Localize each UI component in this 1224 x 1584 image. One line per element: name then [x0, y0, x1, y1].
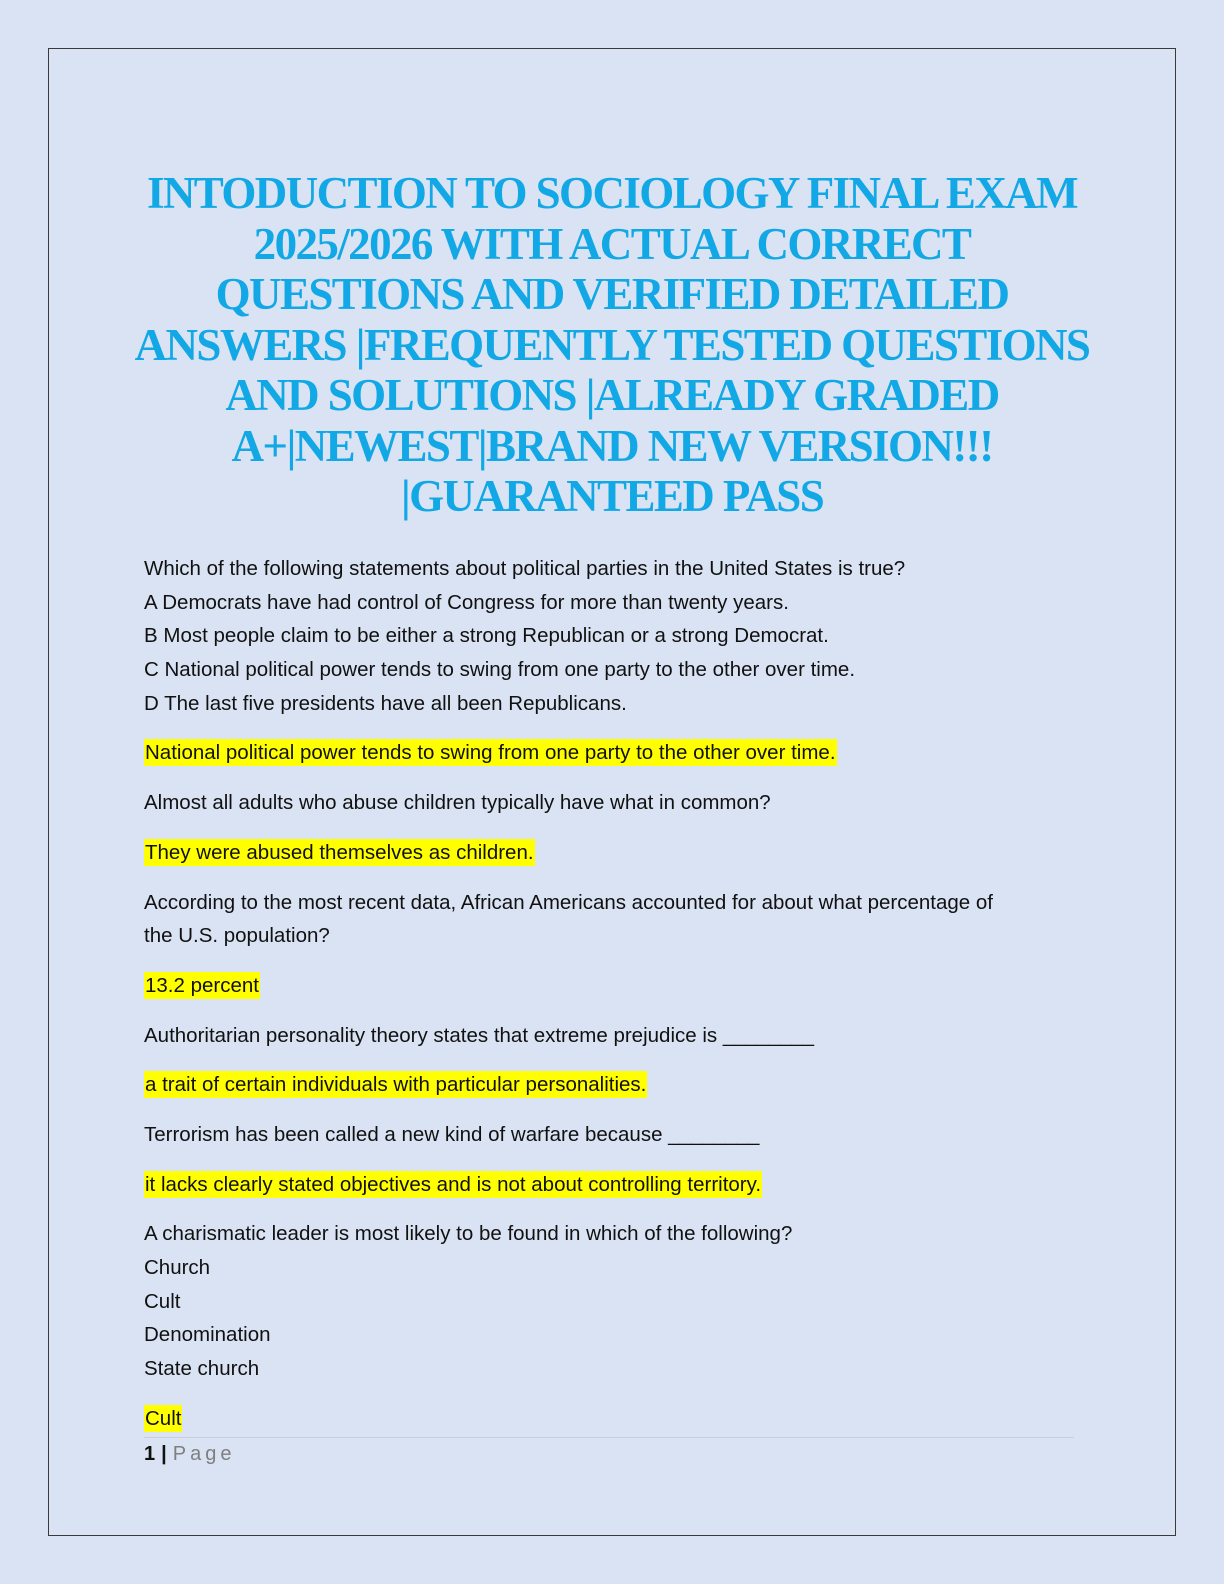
question-text: According to the most recent data, African Americans accounted for about what percentage of	[144, 890, 993, 914]
page-number: 1	[144, 1443, 156, 1465]
answer-option: Cult	[144, 1289, 181, 1313]
document-body	[144, 552, 1084, 1435]
question-text: A charismatic leader is most likely to be found in which of the following?	[144, 1222, 793, 1246]
document-title: INTODUCTION TO SOCIOLOGY FINAL EXAM 2025/2026 WITH ACTUAL CORRECT QUESTIONS AND VERIFIED DETAILED ANSWERS |FREQUENTLY TESTED QUESTIONS AND SOLUTIONS |ALREADY GRADED A+|NEWEST|BRAND NEW VERSION!!! |GUARANTEED PASS	[134, 168, 1090, 521]
highlighted-answer: Cult	[145, 1406, 182, 1430]
answer-option: Church	[144, 1256, 211, 1279]
answer-option: D The last five presidents have all been Republicans.	[144, 691, 627, 715]
answer-option: C National political power tends to swing from one party to the other over time.	[144, 658, 856, 682]
question-text: Almost all adults who abuse children typically have what in common?	[144, 791, 771, 815]
answer-option: State church	[144, 1357, 260, 1381]
highlighted-answer: it lacks clearly stated objectives and is not about controlling territory.	[145, 1172, 762, 1196]
page-footer	[144, 1441, 235, 1467]
highlighted-answer: They were abused themselves as children.	[145, 840, 534, 864]
question-block-1	[144, 552, 1084, 770]
highlighted-answer: National political power tends to swing from one party to the other over time.	[145, 741, 836, 765]
question-text: Authoritarian personality theory states that extreme prejudice is ________	[144, 1023, 815, 1047]
question-block-2	[144, 786, 1084, 869]
highlighted-answer: a trait of certain individuals with particular personalities.	[145, 1073, 647, 1097]
question-block-6	[144, 1217, 1084, 1435]
question-text: Which of the following statements about political parties in the United States is true?	[144, 557, 906, 580]
question-block-4	[144, 1019, 1084, 1102]
footer-separator: |	[161, 1443, 167, 1465]
footer-divider	[144, 1437, 1074, 1438]
answer-option: Denomination	[144, 1323, 271, 1347]
answer-option: A Democrats have had control of Congress for more than twenty years.	[144, 590, 789, 614]
question-block-5	[144, 1118, 1084, 1201]
answer-option: B Most people claim to be either a strong Republican or a strong Democrat.	[144, 624, 829, 648]
highlighted-answer: 13.2 percent	[145, 973, 259, 997]
question-block-3	[144, 886, 1084, 1003]
question-text: Terrorism has been called a new kind of warfare because ________	[144, 1122, 760, 1146]
page-label: Page	[172, 1443, 236, 1465]
question-text-continued: the U.S. population?	[144, 924, 330, 948]
